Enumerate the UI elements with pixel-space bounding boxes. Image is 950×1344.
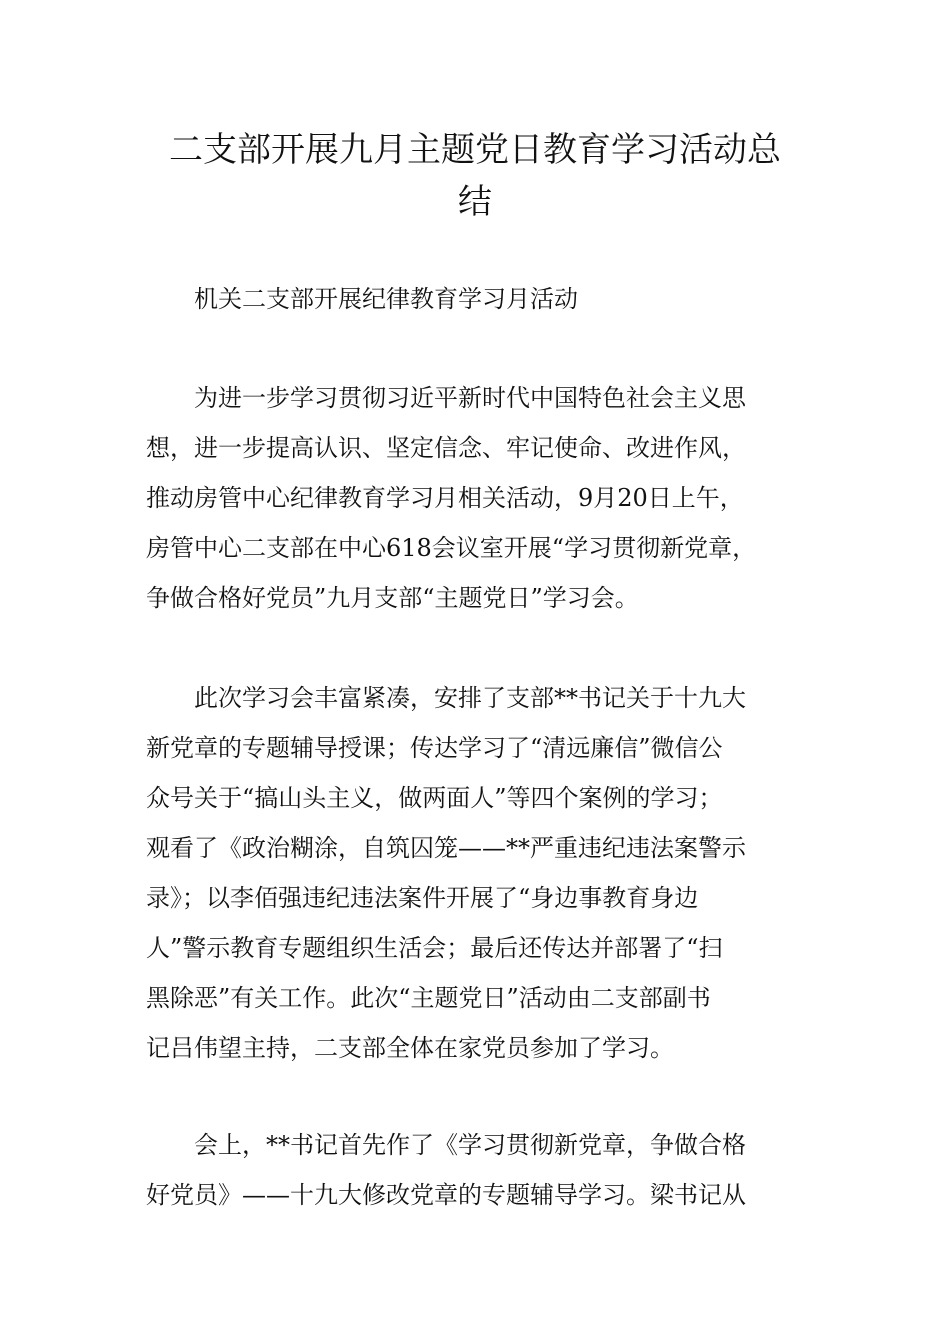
paragraph-1-line-2: 想，进一步提高认识、坚定信念、牢记使命、改进作风， [146,434,746,462]
document-title-line-2: 结 [458,182,492,222]
paragraph-2-line-6: 人”警示教育专题组织生活会；最后还传达并部署了“扫 [146,934,723,962]
paragraph-2-line-5: 录》；以李佰强违纪违法案件开展了“身边事教育身边 [146,884,699,912]
paragraph-2-line-7: 黑除恶”有关工作。此次“主题党日”活动由二支部副书 [146,984,711,1012]
paragraph-1-line-3: 推动房管中心纪律教育学习月相关活动，9月20日上午， [146,484,744,512]
paragraph-3-line-2: 好党员》——十九大修改党章的专题辅导学习。梁书记从 [146,1181,746,1209]
paragraph-2-line-2: 新党章的专题辅导授课；传达学习了“清远廉信”微信公 [146,734,723,762]
document-title-line-1: 二支部开展九月主题党日教育学习活动总 [169,130,781,170]
paragraph-1-line-1: 为进一步学习贯彻习近平新时代中国特色社会主义思 [194,384,746,412]
paragraph-1-line-5: 争做合格好党员”九月支部“主题党日”学习会。 [146,584,639,612]
paragraph-2-line-8: 记吕伟望主持，二支部全体在家党员参加了学习。 [146,1034,674,1062]
paragraph-2-line-1: 此次学习会丰富紧凑，安排了支部**书记关于十九大 [194,684,746,712]
paragraph-3-line-1: 会上，**书记首先作了《学习贯彻新党章，争做合格 [194,1131,746,1159]
paragraph-1-line-4: 房管中心二支部在中心618会议室开展“学习贯彻新党章， [146,534,757,562]
paragraph-2-line-4: 观看了《政治糊涂，自筑囚笼——**严重违纪违法案警示 [146,834,746,862]
document-subtitle: 机关二支部开展纪律教育学习月活动 [194,285,578,313]
paragraph-2-line-3: 众号关于“搞山头主义，做两面人”等四个案例的学习； [146,784,723,812]
